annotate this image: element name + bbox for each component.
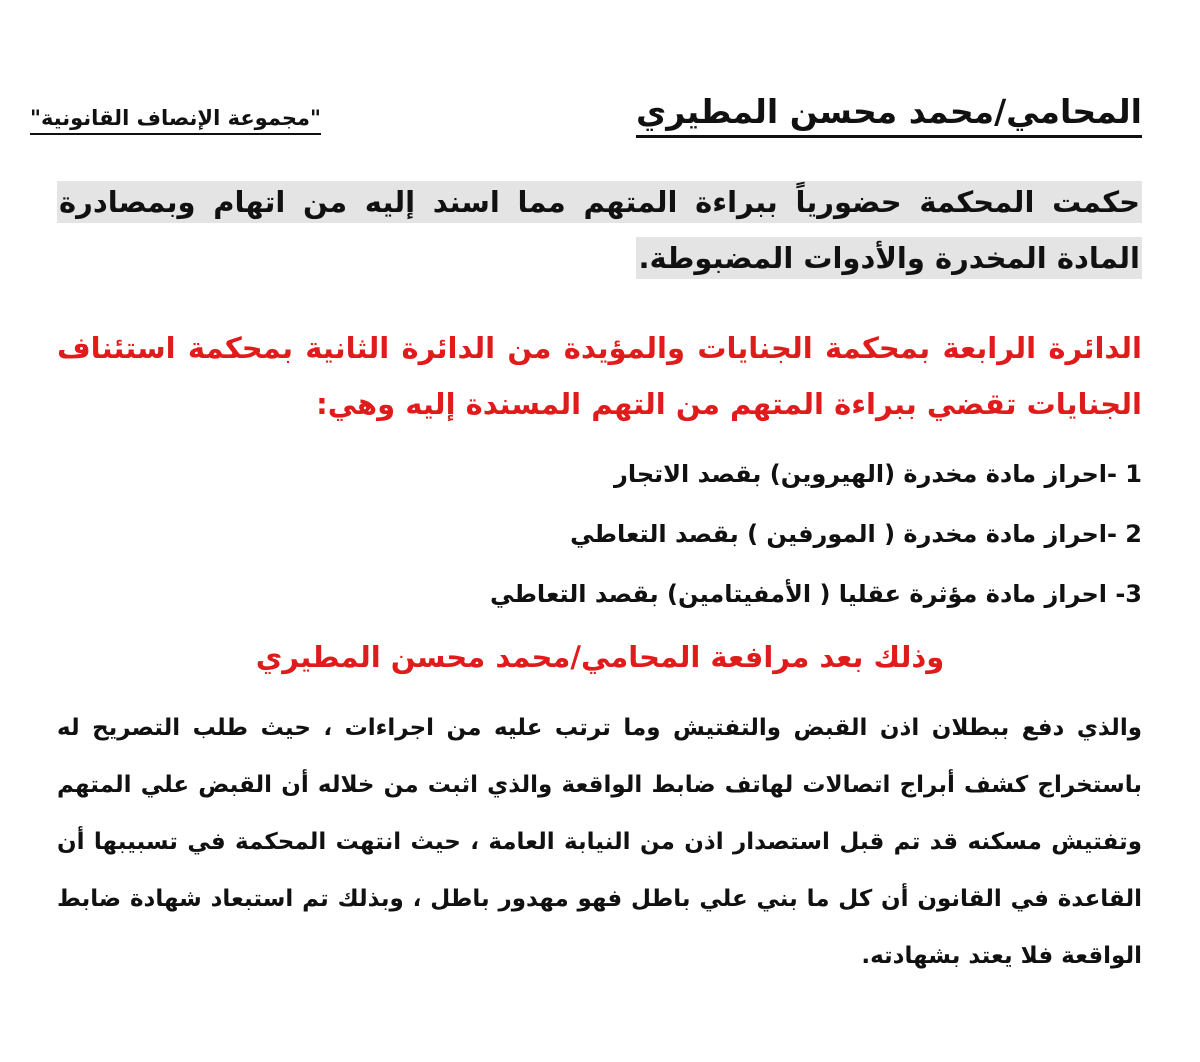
charge-item: 3- احراز مادة مؤثرة عقليا ( الأمفيتامين) بقصد التعاطي: [490, 580, 1142, 608]
verdict-paragraph: [57, 174, 1142, 286]
lawyer-name: المحامي/محمد محسن المطيري: [636, 92, 1142, 138]
verdict-text: حكمت المحكمة حضورياً ببراءة المتهم مما اسند إليه من اتهام وبمصادرة المادة المخدرة والأدوات المضبوطة.: [57, 181, 1142, 279]
document-header: [30, 92, 1142, 148]
court-intro: الدائرة الرابعة بمحكمة الجنايات والمؤيدة من الدائرة الثانية بمحكمة استئناف الجنايات تقضي ببراءة المتهم من التهم المسندة إليه وهي:: [57, 331, 1142, 421]
group-name: "مجموعة الإنصاف القانونية": [30, 106, 321, 135]
charges-list: [57, 452, 1142, 632]
charge-item: 2 -احراز مادة مخدرة ( المورفين ) بقصد التعاطي: [570, 520, 1142, 548]
body-paragraph: والذي دفع ببطلان اذن القبض والتفتيش وما ترتب عليه من اجراءات ، حيث طلب التصريح له باستخراج كشف أبراج اتصالات لهاتف ضابط الواقعة والذي اثبت من خلاله أن القبض علي المتهم وتفتيش مسكنه قد تم قبل استصدار اذن من النيابة العامة ، حيث انتهت المحكمة في تسبيبها أن القاعدة في القانون أن كل ما بني علي باطل فهو مهدور باطل ، وبذلك تم استبعاد شهادة ضابط الواقعة فلا يعتد بشهادته.: [57, 715, 1142, 969]
after-plea-heading: وذلك بعد مرافعة المحامي/محمد محسن المطيري: [255, 640, 945, 674]
charge-item: 1 -احراز مادة مخدرة (الهيروين) بقصد الاتجار: [614, 460, 1142, 488]
